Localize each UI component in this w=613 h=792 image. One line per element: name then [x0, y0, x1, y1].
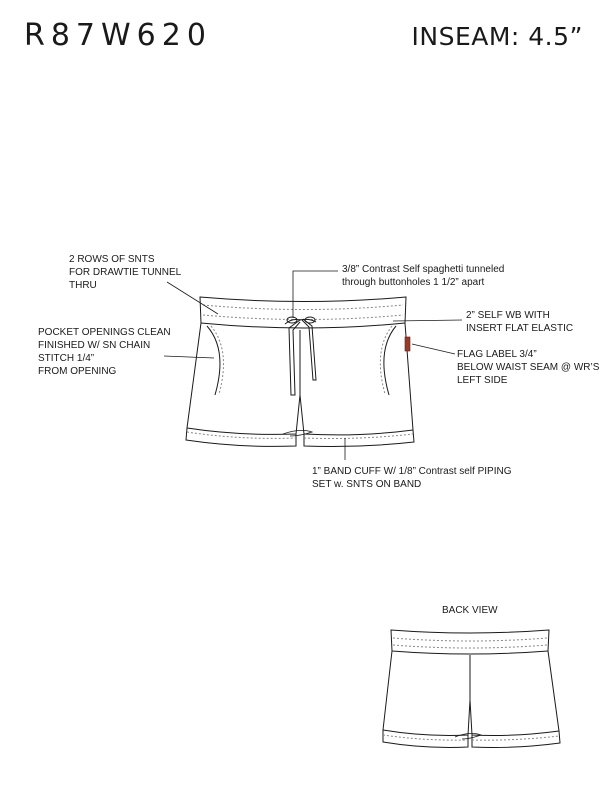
style-code: R87W620: [24, 18, 212, 53]
callout-line: FROM OPENING: [38, 366, 117, 377]
left-leg-cuff: [186, 428, 296, 446]
callout-line: 2” SELF WB WITH: [466, 310, 550, 321]
left-cuff-piping: [187, 432, 296, 438]
callout-line: 3/8” Contrast Self spaghetti tunneled: [342, 264, 505, 275]
flag-label: [405, 337, 410, 351]
callout-line: FLAG LABEL 3/4”: [457, 349, 537, 360]
leader-flag-label: [412, 344, 455, 354]
callout-line: INSERT FLAT ELASTIC: [466, 323, 574, 334]
left-pocket-stitch: [211, 326, 224, 394]
callout-line: THRU: [69, 280, 97, 291]
back-view-shorts: [383, 630, 560, 748]
callout-line: 1” BAND CUFF W/ 1/8” Contrast self PIPING: [312, 466, 512, 477]
back-left-cuff: [383, 730, 468, 747]
front-hem-swirl: [283, 430, 312, 436]
front-waistband: [200, 297, 406, 328]
callout-line: POCKET OPENINGS CLEAN: [38, 327, 171, 338]
inseam-measurement: INSEAM: 4.5”: [411, 22, 583, 51]
callout-line: FOR DRAWTIE TUNNEL: [69, 267, 182, 278]
back-waistband: [391, 630, 549, 654]
callout-line: LEFT SIDE: [457, 375, 508, 386]
callout-line: STITCH 1/4”: [38, 353, 95, 364]
callout-line: through buttonholes 1 1/2” apart: [342, 277, 485, 288]
back-body-outline: [383, 651, 559, 736]
leader-pocket-openings: [164, 356, 214, 358]
front-view-shorts: [186, 297, 414, 447]
callout-line: FINISHED W/ SN CHAIN: [38, 340, 151, 351]
back-right-cuff-piping: [472, 736, 559, 740]
callout-line: BELOW WAIST SEAM @ WR’S: [457, 362, 600, 373]
callout-line: 2 ROWS OF SNTS: [69, 254, 155, 265]
back-view-label: BACK VIEW: [442, 605, 498, 616]
callout-line: SET w. SNTS ON BAND: [312, 479, 422, 490]
